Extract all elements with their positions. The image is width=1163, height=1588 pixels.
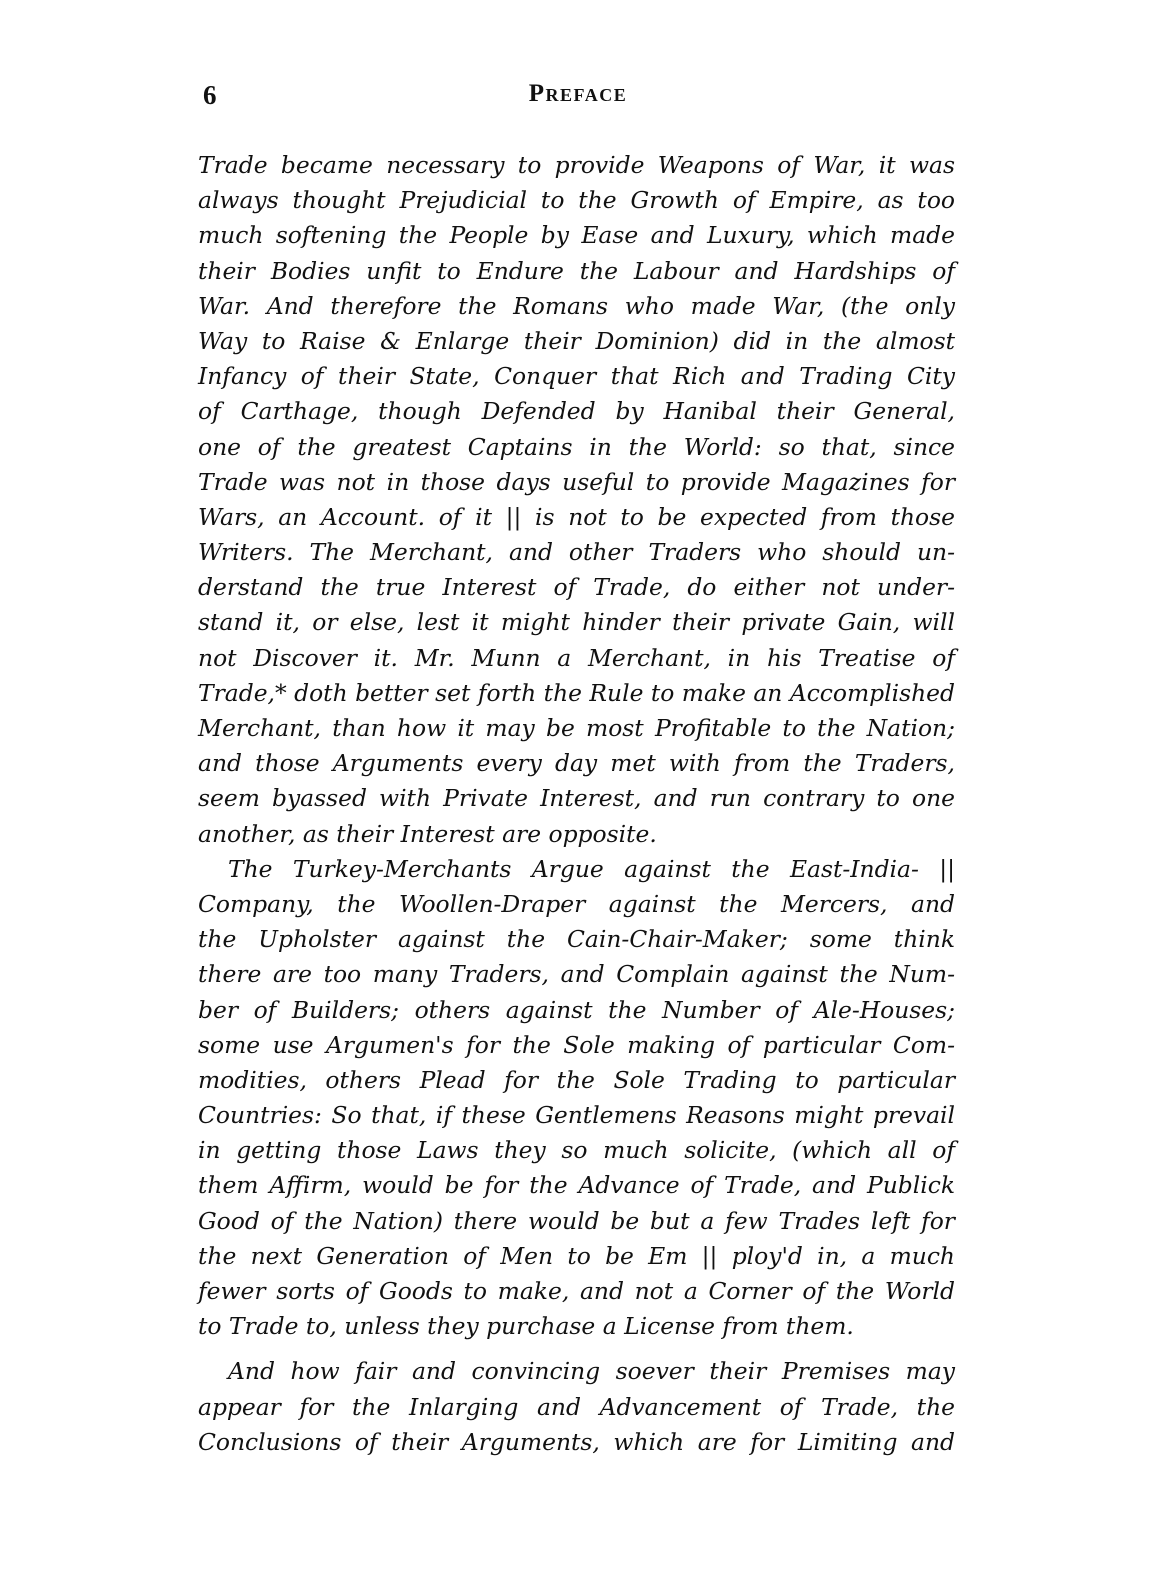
text-line: seem byassed with Private Interest, and run contrary to one (198, 784, 955, 813)
text-line: The Turkey-Merchants Argue against the East-India- || (228, 854, 955, 883)
text-line: and those Arguments every day met with from the Traders, (198, 749, 955, 778)
text-line: much softening the People by Ease and Luxury, which made (198, 221, 955, 250)
paragraph-3 (198, 1354, 955, 1460)
text-line: the Upholster against the Cain-Chair-Maker; some think (198, 925, 955, 954)
text-line: there are too many Traders, and Complain against the Num- (198, 960, 955, 989)
text-line: another, as their Interest are opposite. (198, 819, 657, 848)
text-line: Conclusions of their Arguments, which are for Limiting and (198, 1427, 955, 1456)
text-line: Writers. The Merchant, and other Traders who should un- (198, 538, 955, 567)
text-line: always thought Prejudicial to the Growth of Empire, as too (198, 186, 955, 215)
running-head: Preface (528, 80, 628, 107)
text-line: Trade,* doth better set forth the Rule to make an Accomplished (198, 678, 955, 707)
text-line: Good of the Nation) there would be but a few Trades left for (198, 1206, 955, 1235)
text-line: ber of Builders; others against the Number of Ale-Houses; (198, 995, 955, 1024)
page-number: 6 (203, 80, 217, 110)
text-line: And how fair and convincing soever their Premises may (228, 1357, 955, 1386)
text-line: War. And therefore the Romans who made War, (the only (198, 291, 955, 320)
text-line: stand it, or else, lest it might hinder their private Gain, will (198, 608, 955, 637)
text-line: in getting those Laws they so much solicite, (which all of (198, 1136, 955, 1165)
text-line: to Trade to, unless they purchase a License from them. (198, 1312, 854, 1341)
text-line: Way to Raise & Enlarge their Dominion) did in the almost (198, 326, 955, 355)
text-line: some use Argumen's for the Sole making of particular Com- (198, 1030, 955, 1059)
text-line: them Affirm, would be for the Advance of Trade, and Publick (198, 1171, 955, 1200)
text-line: modities, others Plead for the Sole Trading to particular (198, 1065, 955, 1094)
page-header (203, 80, 953, 120)
text-line: their Bodies unfit to Endure the Labour and Hardships of (198, 256, 955, 285)
text-line: the next Generation of Men to be Em || ploy'd in, a much (198, 1241, 955, 1270)
text-line: of Carthage, though Defended by Hanibal their General, (198, 397, 955, 426)
text-line: one of the greatest Captains in the World: so that, since (198, 432, 955, 461)
text-line: Trade became necessary to provide Weapons of War, it was (198, 151, 955, 179)
text-line: Wars, an Account. of it || is not to be expected from those (198, 502, 955, 531)
text-line: not Discover it. Mr. Munn a Merchant, in his Treatise of (198, 643, 955, 672)
paragraph-1 (198, 148, 955, 852)
text-line: Countries: So that, if these Gentlemens Reasons might prevail (198, 1101, 955, 1130)
text-line: Infancy of their State, Conquer that Rich and Trading City (198, 362, 955, 391)
text-line: Merchant, than how it may be most Profitable to the Nation; (198, 714, 955, 742)
text-line: appear for the Inlarging and Advancement of Trade, the (198, 1392, 955, 1421)
text-line: Company, the Woollen-Draper against the Mercers, and (198, 889, 955, 918)
body-text (198, 148, 955, 1460)
text-line: Trade was not in those days useful to provide Magazines for (198, 467, 955, 496)
paragraph-2 (198, 852, 955, 1345)
text-line: fewer sorts of Goods to make, and not a Corner of the World (198, 1277, 955, 1305)
text-line: derstand the true Interest of Trade, do either not under- (198, 573, 955, 602)
